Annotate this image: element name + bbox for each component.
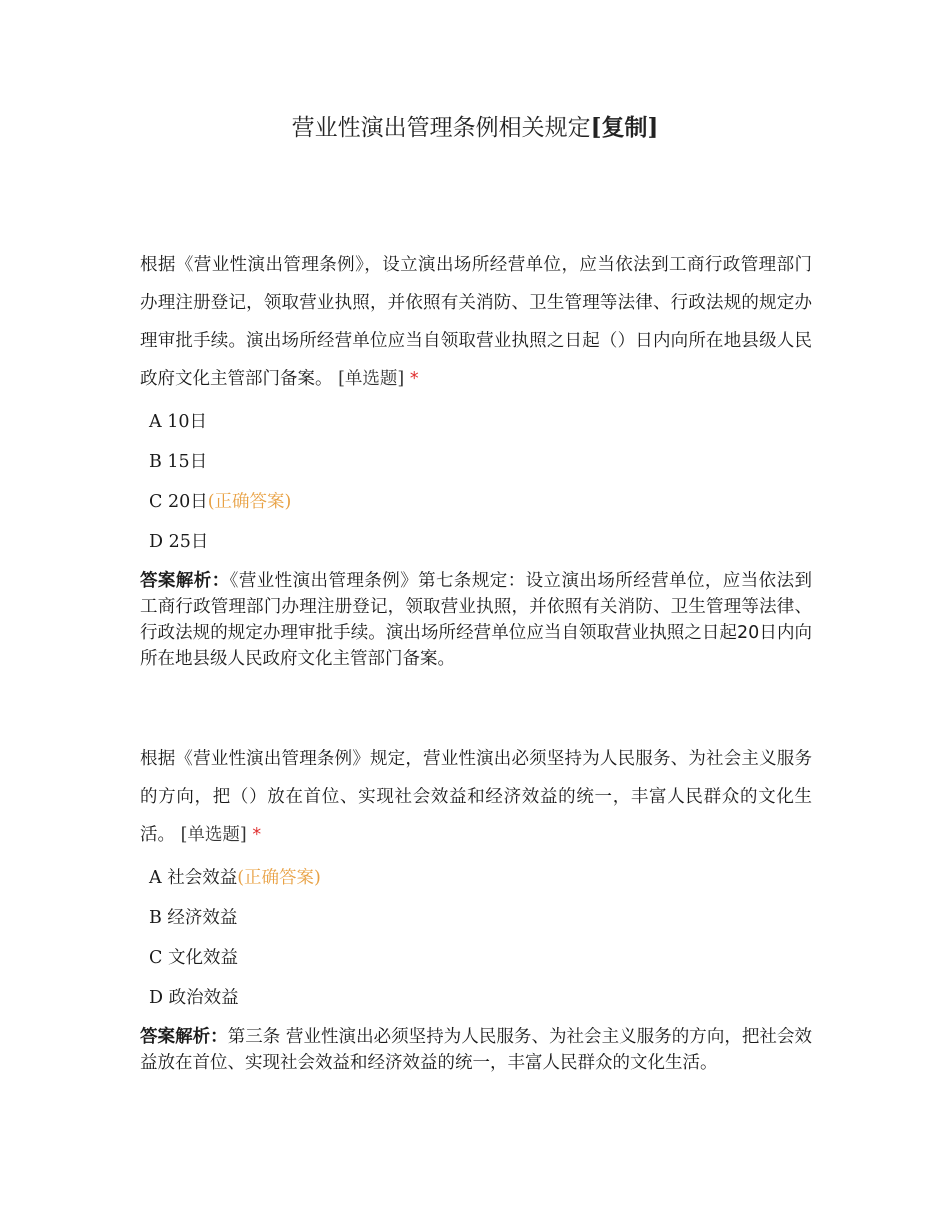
page-title [0,112,950,144]
question-text: 根据《营业性演出管理条例》，设立演出场所经营单位，应当依法到工商行政管理部门办理注册登记，领取营业执照，并依照有关消防、卫生管理等法律、行政法规的规定办理审批手续。演出场所经营单位应当自领取营业执照之日起（）日内向所在地县级人民政府文化主管部门备案。 [140,255,812,389]
option-list [140,858,812,1018]
option-d[interactable] [140,978,812,1018]
question-text: 根据《营业性演出管理条例》规定，营业性演出必须坚持为人民服务、为社会主义服务的方向，把（）放在首位、实现社会效益和经济效益的统一，丰富人民群众的文化生活。 [140,749,812,845]
question-1 [140,246,812,672]
correct-answer-label: (正确答案) [207,492,292,512]
answer-analysis [140,1024,812,1076]
option-a[interactable] [140,402,812,442]
required-mark: * [409,369,419,389]
option-text: C 20日 [149,492,208,512]
option-c[interactable] [140,938,812,978]
option-b[interactable] [140,898,812,938]
option-text: A 社会效益 [149,868,238,888]
title-copy-tag: [复制] [590,114,659,141]
analysis-label: 答案解析： [140,1027,228,1047]
option-c[interactable] [140,482,812,522]
option-a[interactable] [140,858,812,898]
question-2 [140,740,812,1076]
option-text: D 政治效益 [149,988,239,1008]
answer-analysis [140,568,812,672]
correct-answer-label: (正确答案) [237,868,321,888]
option-text: C 文化效益 [149,948,238,968]
analysis-text: 第三条 营业性演出必须坚持为人民服务、为社会主义服务的方向，把社会效益放在首位、实现社会效益和经济效益的统一，丰富人民群众的文化生活。 [140,1027,813,1073]
required-mark: * [252,825,262,845]
option-text: A 10日 [149,412,207,432]
title-main: 营业性演出管理条例相关规定 [291,115,591,141]
analysis-text: 《营业性演出管理条例》第七条规定：设立演出场所经营单位，应当依法到工商行政管理部门办理注册登记，领取营业执照，并依照有关消防、卫生管理等法律、行政法规的规定办理审批手续。演出场所经营单位应当自领取营业执照之日起20日内向所在地县级人民政府文化主管部门备案。 [140,571,813,669]
question-type-label: [单选题] [180,825,247,845]
question-type-label: [单选题] [338,369,405,389]
option-text: B 经济效益 [149,908,238,928]
option-list [140,402,812,562]
option-b[interactable] [140,442,812,482]
question-stem [140,246,812,398]
option-text: D 25日 [149,532,209,552]
option-d[interactable] [140,522,812,562]
option-text: B 15日 [149,452,208,472]
analysis-label: 答案解析： [140,571,230,591]
question-stem [140,740,812,854]
